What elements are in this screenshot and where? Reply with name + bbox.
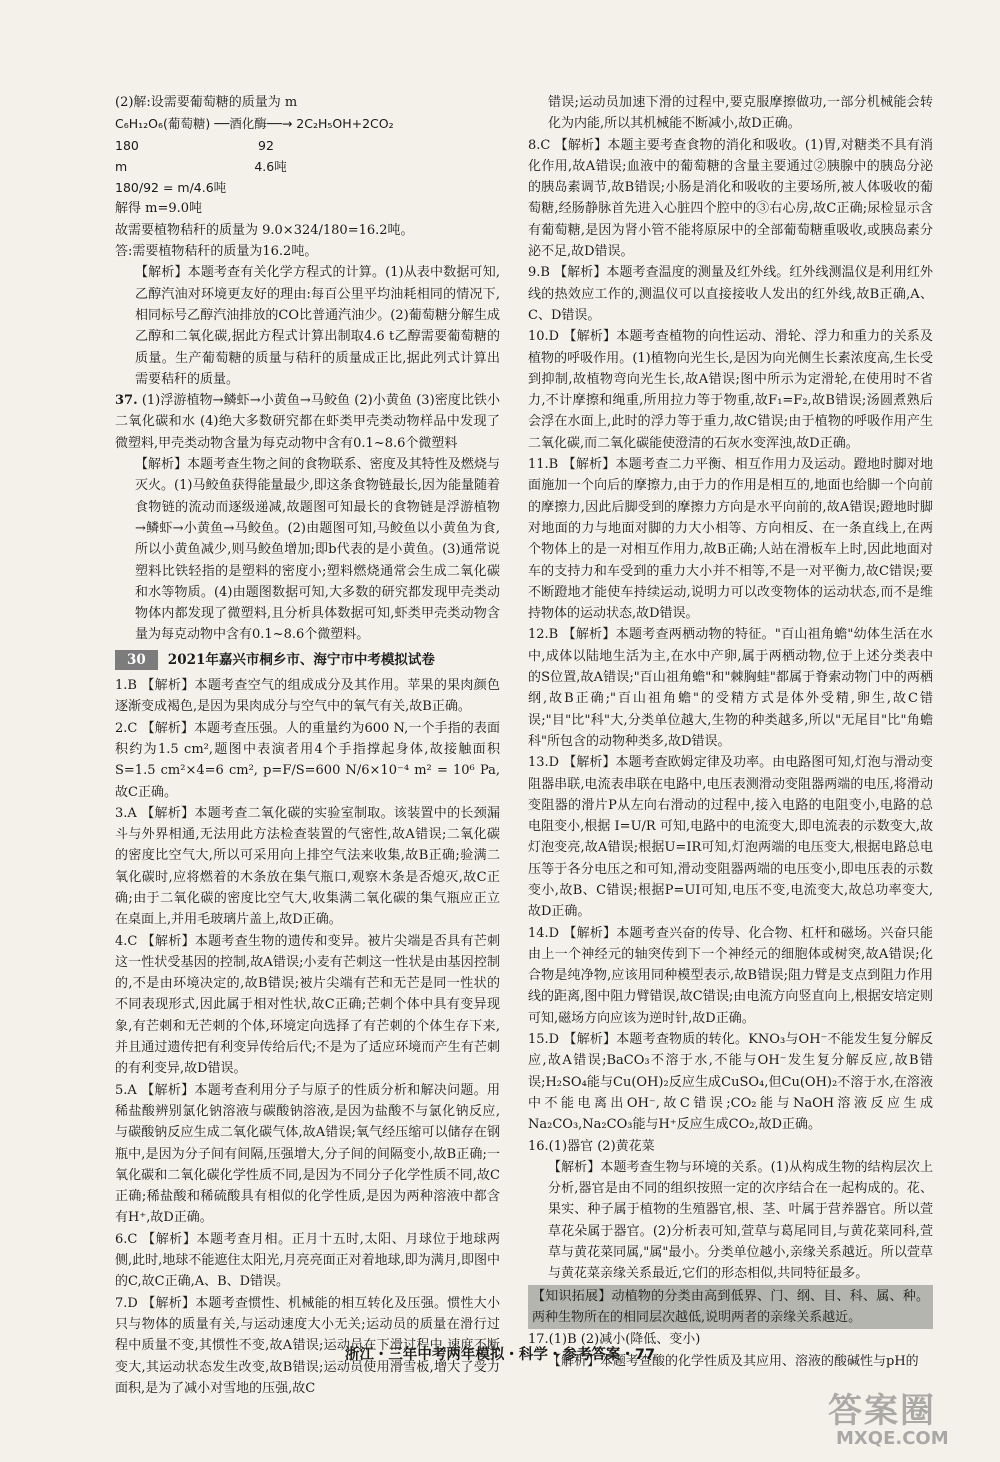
equation-ratio-row: 180 92: [115, 137, 274, 153]
answer-13: 13.D 【解析】本题考查欧姆定律及功率。由电路图可知,灯泡与滑动变阻器串联,电流表串联在电路中,电压表测滑动变阻器两端的电压,将滑动变阻器的滑片P从左向右滑动的过程中,接入电路的电阻变小,电路的总电阻变小,根据 I=U/R 可知,电路中的电流变大,即电流表的示数变大,故灯泡变亮,故A错误;根据U=IR可知,灯泡两端的电压变大,根据电路总电压等于各分电压之和可知,滑动变阻器两端的电压变小,即电压表的示数变小,故B、C错误;根据P=UI可知,电压不变,电流变大,故总功率变大,故D正确。: [528, 755, 933, 920]
answer-11: 11.B 【解析】本题考查二力平衡、相互作用力及运动。蹬地时脚对地面施加一个向后的摩擦力,由于力的作用是相互的,地面也给脚一个向前的摩擦力,因此后脚受到的摩擦力方向是水平向前的,故A错误;蹬地时脚对地面的力与地面对脚的力大小相等、方向相反、在一条直线上,在两个物体上的是一对相互作用力,故B正确;人站在滑板车上时,因此地面对车的支持力和车受到的重力大小并不相等,不是一对平衡力,故C错误;要不断蹬地才能使车持续运动,说明力可以改变物体的运动状态,而不是维持物体的运动状态,故D错误。: [528, 457, 933, 622]
knowledge-extension-box: 【知识拓展】动植物的分类由高到低界、门、纲、目、科、属、种。两种生物所在的相同层次越低,说明两者的亲缘关系越近。: [528, 1285, 933, 1330]
answer-10: 10.D 【解析】本题考查植物的向性运动、滑轮、浮力和重力的关系及植物的呼吸作用。(1)植物向光生长,是因为向光侧生长素浓度高,生长受到抑制,故植物弯向光生长,故A错误;图中所示为定滑轮,在使用时不省力,不计摩擦和绳重,所用拉力等于物重,故F₁=F₂,故B错误;汤圆煮熟后会浮在水面上,此时的浮力等于重力,故C错误;由于植物的呼吸作用产生二氧化碳,而二氧化碳能使澄清的石灰水变浑浊,故D正确。: [528, 329, 933, 451]
answer-14: 14.D 【解析】本题考查兴奋的传导、化合物、杠杆和磁场。兴奋只能由上一个神经元的轴突传到下一个神经元的细胞体或树突,故A错误;化合物是纯净物,应该用同种模型表示,故B错误;阻力臂是支点到阻力作用线的距离,图中阻力臂错误,故C错误;由电流方向竖直向上,根据安培定则可知,磁场方向应该为逆时针,故D正确。: [528, 925, 933, 1026]
section-header: [115, 650, 500, 671]
right-column: [528, 92, 933, 1372]
answer-4: 4.C 【解析】本题考查生物的遗传和变异。被片尖端是否具有芒刺这一性状受基因的控制,故A错误;小麦有芒刺这一性状是由基因控制的,不是由环境决定的,故B错误;被片尖端有芒和无芒是同一性状的不同表现形式,因此属于相对性状,故C正确;芒刺个体中具有变异现象,有芒刺和无芒刺的个体,环境定向选择了有芒刺的个体生存下来,并且通过遗传把有利变异传给后代;不是为了适应环境而产生有芒刺的有利变异,故D错误。: [115, 933, 500, 1077]
proportion: 180/92 = m/4.6吨: [115, 180, 227, 196]
answer-17: 17.(1)B (2)减小(降低、变小): [528, 1332, 701, 1348]
analysis-16: 【解析】本题考查生物与环境的关系。(1)从构成生物的结构层次上分析,器官是由不同的组织按照一定的次序结合在一起构成的。花、果实、种子属于植物的生殖器官,根、茎、叶属于营养器官。所以萱草花朵属于器官。(2)分析表可知,萱草与葛尾同目,与黄花菜同科,萱草与黄花菜同属,"属"最小。分类单位越小,亲缘关系越近。所以萱草与黄花菜亲缘关系最近,它们的形态相似,共同特征最多。: [548, 1159, 933, 1282]
chemical-equation: C₆H₁₂O₆(葡萄糖) ──酒化酶──→ 2C₂H₅OH+2CO₂: [115, 116, 394, 132]
solution-straw: 故需要植物秸秆的质量为 9.0×324/180=16.2吨。: [115, 222, 414, 238]
answer-2: 2.C 【解析】本题考查压强。人的重量约为600 N,一个手指的表面积约为1.5 cm²,题图中表演者用4个手指撑起身体,故接触面积 S=1.5 cm²×4=6 cm², p=F/S=600 N/6×10⁻⁴ m² = 10⁶ Pa,故C正确。: [115, 720, 500, 800]
answer-37-text: (1)浮游植物→鳞虾→小黄鱼→马鲛鱼 (2)小黄鱼 (3)密度比铁小 二氧化碳和水 (4)绝大多数研究都在虾类甲壳类动物样品中发现了微塑料,甲壳类动物含量为每克动物中含有0.1~8.6个微塑料: [115, 393, 501, 451]
analysis-17: 【解析】本题考查酸的化学性质及其应用、溶液的酸碱性与pH的: [548, 1353, 919, 1369]
analysis-37: 【解析】本题考查生物之间的食物联系、密度及其特性及燃烧与灭火。(1)马鲛鱼获得能量最少,即这条食物链最长,因为能量随着食物链的流动而逐级递减,故题图可知最长的食物链是浮游植物→鳞虾→小黄鱼→马鲛鱼。(2)由题图可知,马鲛鱼以小黄鱼为食,所以小黄鱼减少,则马鲛鱼增加;即b代表的是小黄鱼。(3)通常说塑料比铁轻指的是塑料的密度小;塑料燃烧通常会生成二氧化碳和水等物质。(4)由题图数据可知,大多数的研究都发现甲壳类动物体内都发现了微塑料,且分析具体数据可知,虾类甲壳类动物含量为每克动物中含有0.1~8.6个微塑料。: [135, 457, 500, 643]
answer-6: 6.C 【解析】本题考查月相。正月十五时,太阳、月球位于地球两侧,此时,地球不能遮住太阳光,月亮亮面正对着地球,即为满月,即图中的C,故C正确,A、B、D错误。: [115, 1231, 500, 1290]
answer-15: 15.D 【解析】本题考查物质的转化。KNO₃与OH⁻不能发生复分解反应,故A错误;BaCO₃不溶于水,不能与OH⁻发生复分解反应,故B错误;H₂SO₄能与Cu(OH)₂反应生成CuSO₄,但Cu(OH)₂不溶于水,在溶液中不能电离出OH⁻,故C错误;CO₂能与NaOH溶液反应生成Na₂CO₃,Na₂CO₃能与H⁺反应生成CO₂,故D正确。: [528, 1032, 933, 1133]
answer-7-continued: 错误;运动员加速下滑的过程中,要克服摩擦做功,一部分机械能会转化为内能,所以其机械能不断减小,故D正确。: [548, 95, 933, 132]
answer-5: 5.A 【解析】本题考查利用分子与原子的性质分析和解决问题。用稀盐酸辨别氯化钠溶液与碳酸钠溶液,是因为盐酸不与氯化钠反应,与碳酸钠反应生成二氧化碳气体,故A错误;氧气经压缩可以储存在钢瓶中,是因为分子间有间隔,压强增大,分子间的间隔变小,故B正确;一氧化碳和二氧化碳化学性质不同,是因为不同分子化学性质不同,故C正确;稀盐酸和稀硫酸具有相似的化学性质,是因为两种溶液中都含有H⁺,故D正确。: [115, 1082, 500, 1226]
answer-37: [115, 390, 500, 454]
answer-7: 7.D 【解析】本题考查惯性、机械能的相互转化及压强。惯性大小只与物体的质量有关,与运动速度大小无关;运动员的质量在滑行过程中质量不变,其惯性不变,故A错误;运动员在下滑过程中,速度不断变大,其运动状态发生改变,故B错误;运动员使用滑雪板,增大了受力面积,是为了减小对雪地的压强,故C: [115, 1295, 500, 1396]
equation-value-row: m 4.6吨: [115, 158, 287, 174]
solution-answer: 答:需要植物秸秆的质量为16.2吨。: [115, 244, 318, 260]
left-column: [115, 92, 500, 1399]
answer-12: 12.B 【解析】本题考查两栖动物的特征。"百山祖角蟾"幼体生活在水中,成体以陆地生活为主,在水中产卵,属于两栖动物,位于上述分类表中的S位置,故A错误;"百山祖角蟾"和"棘胸蛙"都属于脊索动物门中的两栖纲,故B正确;"百山祖角蟾"的受精方式是体外受精,卵生,故C错误;"目"比"科"大,分类单位越大,生物的种类越多,所以"无尾目"比"角蟾科"所包含的动物种类多,故D错误。: [528, 627, 933, 749]
answer-1: 1.B 【解析】本题考查空气的组成成分及其作用。苹果的果肉颜色逐渐变成褐色,是因为果肉成分与空气中的氧气有关,故B正确。: [115, 678, 500, 715]
analysis-36: 【解析】本题考查有关化学方程式的计算。(1)从表中数据可知,乙醇汽油对环境更友好的理由:每百公里平均油耗相同的情况下,相同标号乙醇汽油排放的CO比普通汽油少。(2)葡萄糖分解生成乙醇和二氧化碳,据此方程式计算出制取4.6 t乙醇需要葡萄糖的质量。生产葡萄糖的质量与秸秆的质量成正比,据此列式计算出需要秸秆的质量。: [135, 265, 500, 387]
section-number: 30: [115, 650, 158, 670]
solution-result: 解得 m=9.0吨: [115, 201, 203, 217]
answer-9: 9.B 【解析】本题考查温度的测量及红外线。红外线测温仪是利用红外线的热效应工作的,测温仪可以直接接收人发出的红外线,故B正确,A、C、D错误。: [528, 265, 933, 323]
watermark-logo: 答案圈: [828, 1391, 936, 1431]
answer-16: 16.(1)器官 (2)黄花菜: [528, 1138, 655, 1154]
section-title: 2021年嘉兴市桐乡市、海宁市中考模拟试卷: [167, 651, 435, 668]
question-number: 37.: [115, 393, 138, 409]
watermark-url: MXQE.COM: [836, 1428, 949, 1449]
page-footer: 浙江・三年中考两年模拟・科学・参考答案・77: [344, 1347, 656, 1363]
answer-8: 8.C 【解析】本题主要考查食物的消化和吸收。(1)胃,对糖类不具有消化作用,故A错误;血液中的葡萄糖的含量主要通过②胰腺中的胰岛分泌的胰岛素调节,故B错误;小肠是消化和吸收的主要场所,被人体吸收的葡萄糖,经肠静脉首先进入心脏四个腔中的③右心房,故C正确;尿检显示含有葡萄糖,是因为肾小管不能将原尿中的全部葡萄糖重吸收,或胰岛素分泌不足,故D错误。: [528, 137, 933, 260]
answer-3: 3.A 【解析】本题考查二氧化碳的实验室制取。该装置中的长颈漏斗与外界相通,无法用此方法检查装置的气密性,故A错误;二氧化碳的密度比空气大,所以可采用向上排空气法来收集,故B正确;验满二氧化碳时,应将燃着的木条放在集气瓶口,观察木条是否熄灭,故C正确;由于二氧化碳的密度比空气大,收集满二氧化碳的集气瓶应正立在桌面上,并用毛玻璃片盖上,故D正确。: [115, 805, 500, 928]
solution-setup: (2)解:设需要葡萄糖的质量为 m: [115, 95, 298, 110]
